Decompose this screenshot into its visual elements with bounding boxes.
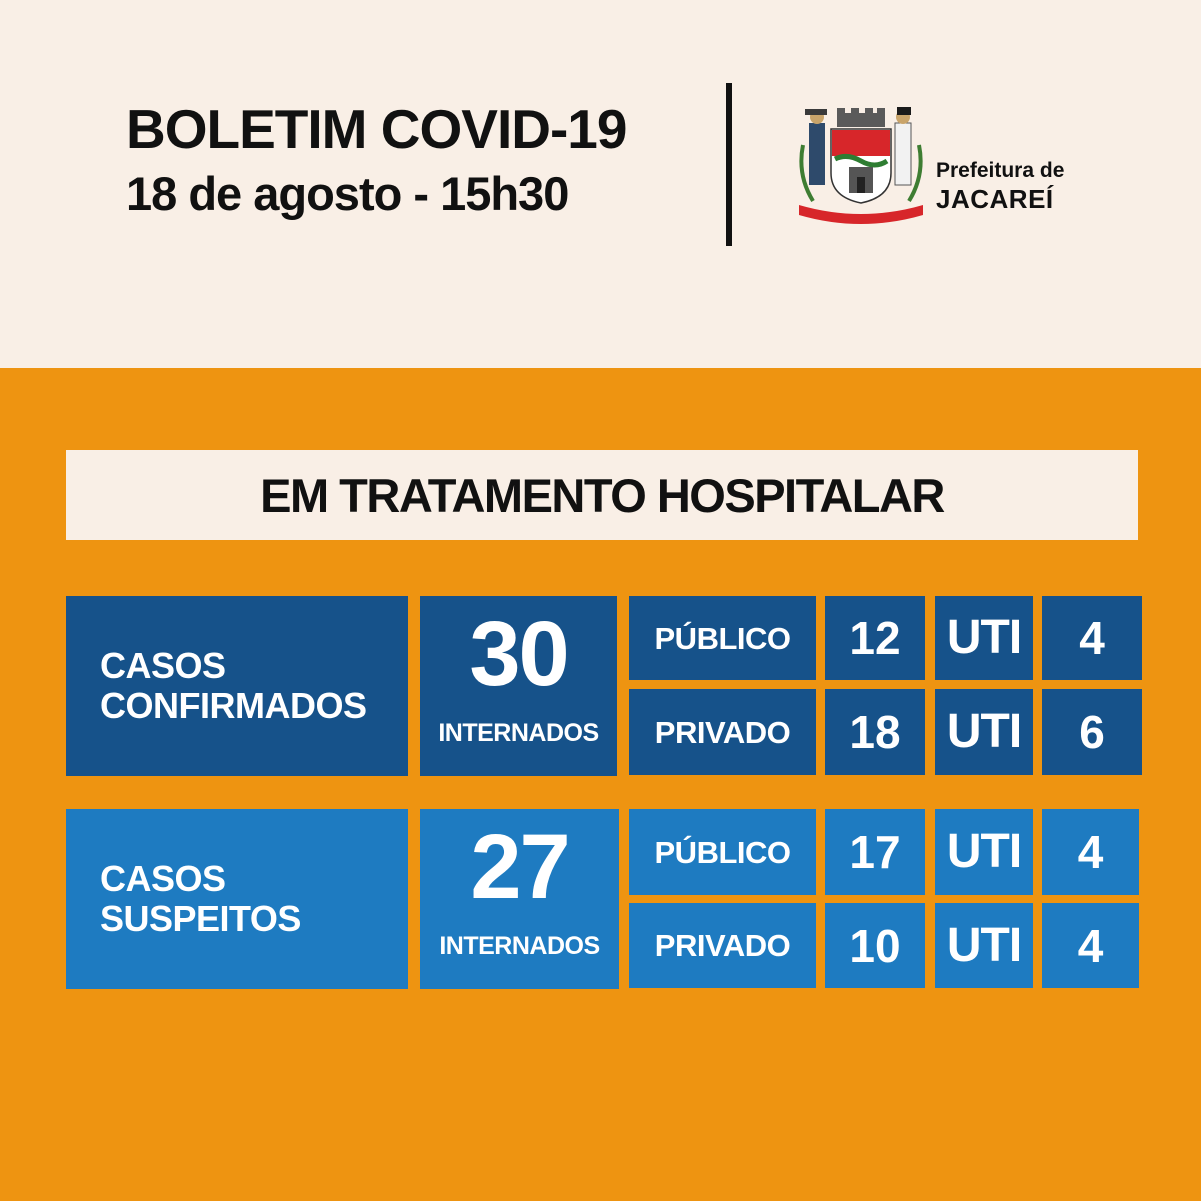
- suspected-total: 27: [470, 816, 569, 918]
- suspected-public-count: 17: [825, 809, 925, 895]
- section-title: EM TRATAMENTO HOSPITALAR: [260, 468, 944, 522]
- confirmed-public-label: PÚBLICO: [629, 596, 816, 680]
- confirmed-label-line1: CASOS: [100, 644, 226, 686]
- suspected-public-uti-label: UTI: [935, 809, 1033, 895]
- section-title-bar: [66, 450, 1138, 540]
- confirmed-private-uti-count: 6: [1042, 689, 1142, 775]
- suspected-total-box: [420, 809, 619, 989]
- suspected-label-line2: SUSPEITOS: [100, 898, 301, 939]
- suspected-private-label: PRIVADO: [629, 903, 816, 988]
- suspected-public-uti-count: 4: [1042, 809, 1139, 895]
- logo-text-prefeitura: Prefeitura de: [936, 159, 1065, 182]
- confirmed-public-count: 12: [825, 596, 925, 680]
- confirmed-private-label: PRIVADO: [629, 689, 816, 775]
- header-divider: [726, 83, 732, 246]
- suspected-private-count: 10: [825, 903, 925, 988]
- confirmed-public-uti-count: 4: [1042, 596, 1142, 680]
- confirmed-public-uti-label: UTI: [935, 596, 1033, 680]
- suspected-label-line1: CASOS: [100, 857, 226, 899]
- confirmed-total: 30: [469, 603, 568, 705]
- confirmed-private-count: 18: [825, 689, 925, 775]
- confirmed-total-box: [420, 596, 617, 776]
- confirmed-label-line2: CONFIRMADOS: [100, 685, 367, 726]
- bulletin-date: 18 de agosto - 15h30: [126, 167, 569, 220]
- confirmed-label-box: [66, 596, 408, 776]
- suspected-public-label: PÚBLICO: [629, 809, 816, 895]
- suspected-label-box: [66, 809, 408, 989]
- suspected-private-uti-label: UTI: [935, 903, 1033, 988]
- page-title: BOLETIM COVID-19: [126, 98, 627, 160]
- confirmed-private-uti-label: UTI: [935, 689, 1033, 775]
- suspected-private-uti-count: 4: [1042, 903, 1139, 988]
- logo-text-city: JACAREÍ: [936, 184, 1054, 214]
- coat-of-arms-icon: [795, 105, 927, 225]
- confirmed-total-label: INTERNADOS: [438, 719, 599, 747]
- suspected-total-label: INTERNADOS: [439, 932, 600, 960]
